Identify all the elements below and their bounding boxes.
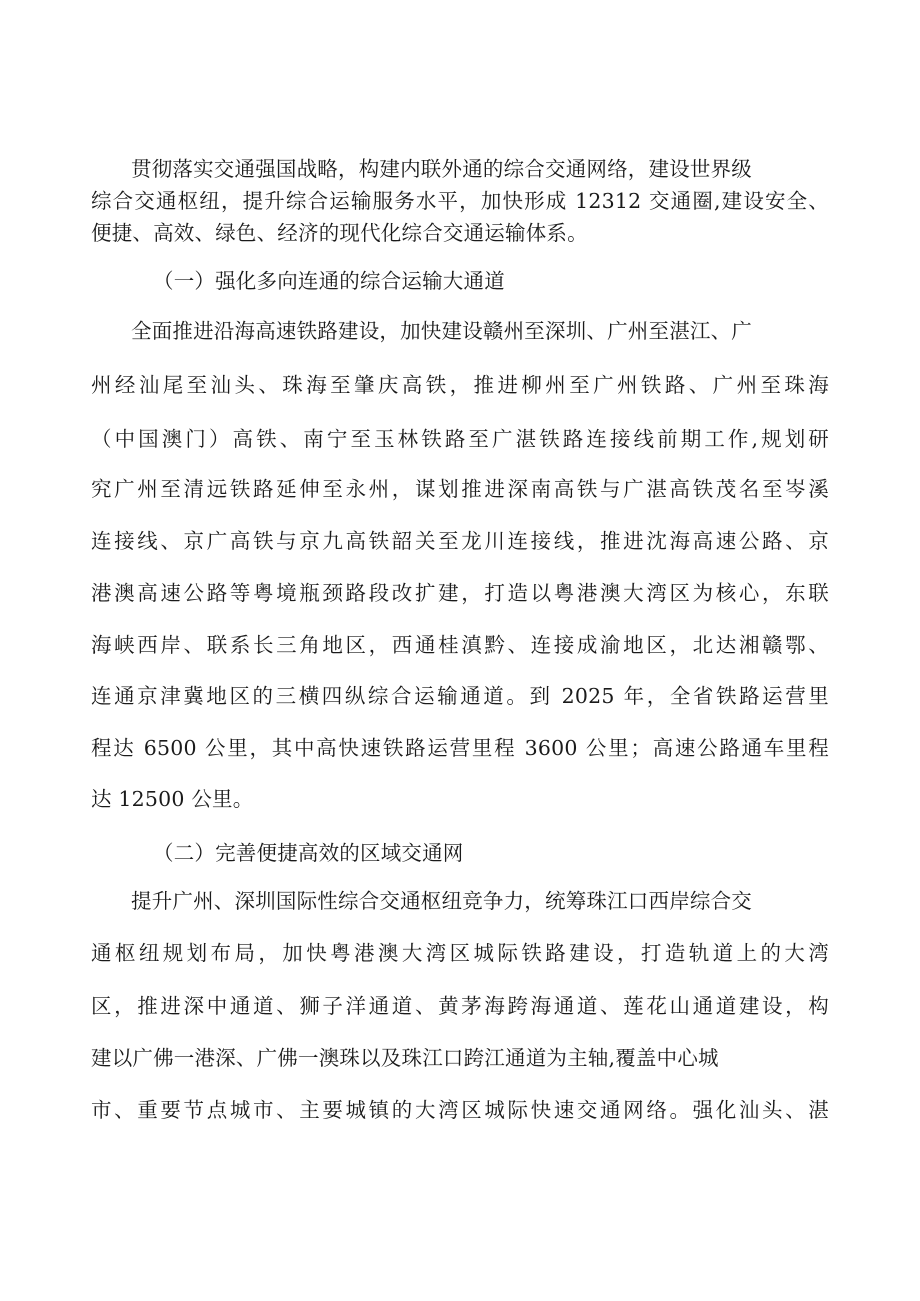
intro-line-3: 便捷、高效、绿色、经济的现代化综合交通运输体系。 [91, 221, 588, 245]
section-1-line: （中国澳门）高铁、南宁至玉林铁路至广湛铁路连接线前期工作,规划研 [91, 427, 829, 451]
section-1-line: 连接线、京广高铁与京九高铁韶关至龙川连接线，推进沈海高速公路、京 [91, 529, 829, 553]
section-1-line: 连通京津冀地区的三横四纵综合运输通道。到 2025 年，全省铁路运营里 [91, 684, 829, 708]
section-1-line: 究广州至清远铁路延伸至永州，谋划推进深南高铁与广湛高铁茂名至岑溪 [91, 477, 829, 501]
intro-line-1: 贯彻落实交通强国战略，构建内联外通的综合交通网络，建设世界级 [131, 157, 752, 181]
intro-line-2: 综合交通枢纽，提升综合运输服务水平，加快形成 12312 交通圈,建设安全、 [91, 189, 829, 213]
section-2-line: 建以广佛一港深、广佛一澳珠以及珠江口跨江通道为主轴,覆盖中心城 [91, 1046, 719, 1070]
section-1-line: 海峡西岸、联系长三角地区，西通桂滇黔、连接成渝地区，北达湘赣鄂、 [91, 633, 829, 657]
section-1-heading: （一）强化多向连通的综合运输大通道 [153, 269, 505, 293]
section-2-line: 通枢纽规划布局，加快粤港澳大湾区城际铁路建设，打造轨道上的大湾 [91, 941, 829, 965]
section-1-line: 全面推进沿海高速铁路建设，加快建设赣州至深圳、广州至湛江、广 [131, 319, 752, 343]
section-2-line: 市、重要节点城市、主要城镇的大湾区城际快速交通网络。强化汕头、湛 [91, 1098, 829, 1122]
section-2-line: 提升广州、深圳国际性综合交通枢纽竞争力，统筹珠江口西岸综合交 [131, 889, 752, 913]
section-1-line: 程达 6500 公里，其中高快速铁路运营里程 3600 公里；高速公路通车里程 [91, 736, 829, 760]
section-2-line: 区，推进深中通道、狮子洋通道、黄茅海跨海通道、莲花山通道建设，构 [91, 994, 829, 1018]
section-2-heading: （二）完善便捷高效的区域交通网 [153, 841, 464, 865]
section-1-line: 州经汕尾至汕头、珠海至肇庆高铁，推进柳州至广州铁路、广州至珠海 [91, 373, 829, 397]
section-1-line: 达 12500 公里。 [91, 787, 254, 811]
section-1-line: 港澳高速公路等粤境瓶颈路段改扩建，打造以粤港澳大湾区为核心，东联 [91, 581, 829, 605]
